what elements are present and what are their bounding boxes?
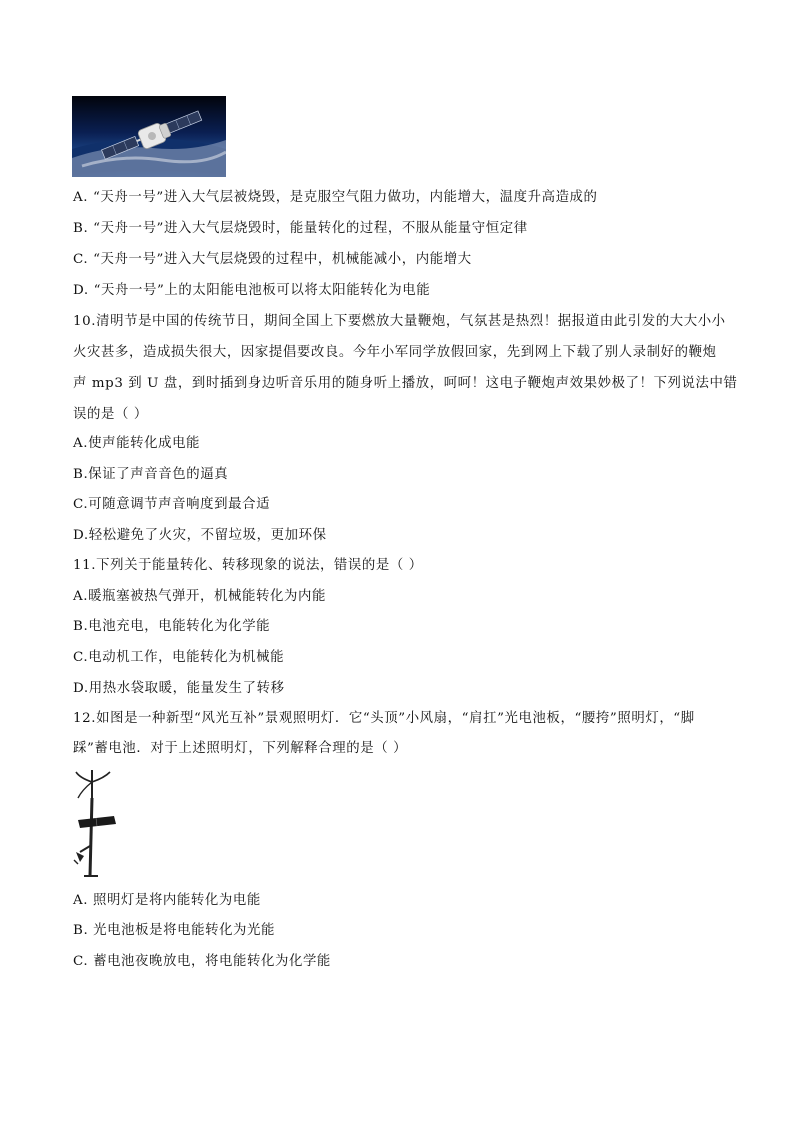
q12-stem-line-1: 12.如图是一种新型“风光互补”景观照明灯．它“头顶”小风扇，“肩扛”光电池板，“腰挎”照明灯，“脚 bbox=[73, 711, 695, 726]
q9-option-a: A. “天舟一号”进入大气层被烧毁，是克服空气阻力做功，内能增大，温度升高造成的 bbox=[73, 190, 598, 205]
q12-option-c: C. 蓄电池夜晚放电，将电能转化为化学能 bbox=[73, 954, 331, 969]
q11-option-d: D.用热水袋取暖，能量发生了转移 bbox=[73, 681, 285, 696]
q11-option-b: B.电池充电，电能转化为化学能 bbox=[73, 619, 271, 634]
q10-stem-line-2: 火灾甚多，造成损失很大，因家提倡要改良。今年小军同学放假回家，先到网上下载了别人录制好的鞭炮 bbox=[73, 345, 717, 360]
q11-stem: 11.下列关于能量转化、转移现象的说法，错误的是（ ） bbox=[73, 558, 423, 573]
q9-option-c: C. “天舟一号”进入大气层烧毁的过程中，机械能减小，内能增大 bbox=[73, 252, 472, 267]
q10-option-c: C.可随意调节声音响度到最合适 bbox=[73, 497, 271, 512]
q12-stem-line-2: 踩”蓄电池．对于上述照明灯，下列解释合理的是（ ） bbox=[73, 741, 408, 756]
space-station-photo-icon bbox=[72, 96, 226, 177]
q12-option-a: A. 照明灯是将内能转化为电能 bbox=[73, 893, 261, 908]
q10-stem-line-3: 声 mp3 到 U 盘，到时插到身边听音乐用的随身听上播放，呵呵！这电子鞭炮声效果妙极了！下列说法中错 bbox=[73, 376, 738, 391]
q10-option-b: B.保证了声音音色的逼真 bbox=[73, 467, 229, 482]
q9-option-d: D. “天舟一号”上的太阳能电池板可以将太阳能转化为电能 bbox=[73, 283, 431, 298]
q11-option-a: A.暖瓶塞被热气弹开，机械能转化为内能 bbox=[73, 589, 326, 604]
q10-stem-line-1: 10.清明节是中国的传统节日，期间全国上下要燃放大量鞭炮，气氛甚是热烈！据报道由此引发的大大小小 bbox=[73, 314, 726, 329]
q12-option-b: B. 光电池板是将电能转化为光能 bbox=[73, 923, 276, 938]
q10-option-d: D.轻松避免了火灾，不留垃圾，更加环保 bbox=[73, 528, 327, 543]
q10-stem-line-4: 误的是（ ） bbox=[73, 407, 148, 422]
q9-option-b: B. “天舟一号”进入大气层烧毁时，能量转化的过程，不服从能量守恒定律 bbox=[73, 221, 528, 236]
q11-option-c: C.电动机工作，电能转化为机械能 bbox=[73, 650, 285, 665]
q10-option-a: A.使声能转化成电能 bbox=[73, 436, 201, 451]
wind-solar-lamp-icon bbox=[70, 768, 124, 878]
